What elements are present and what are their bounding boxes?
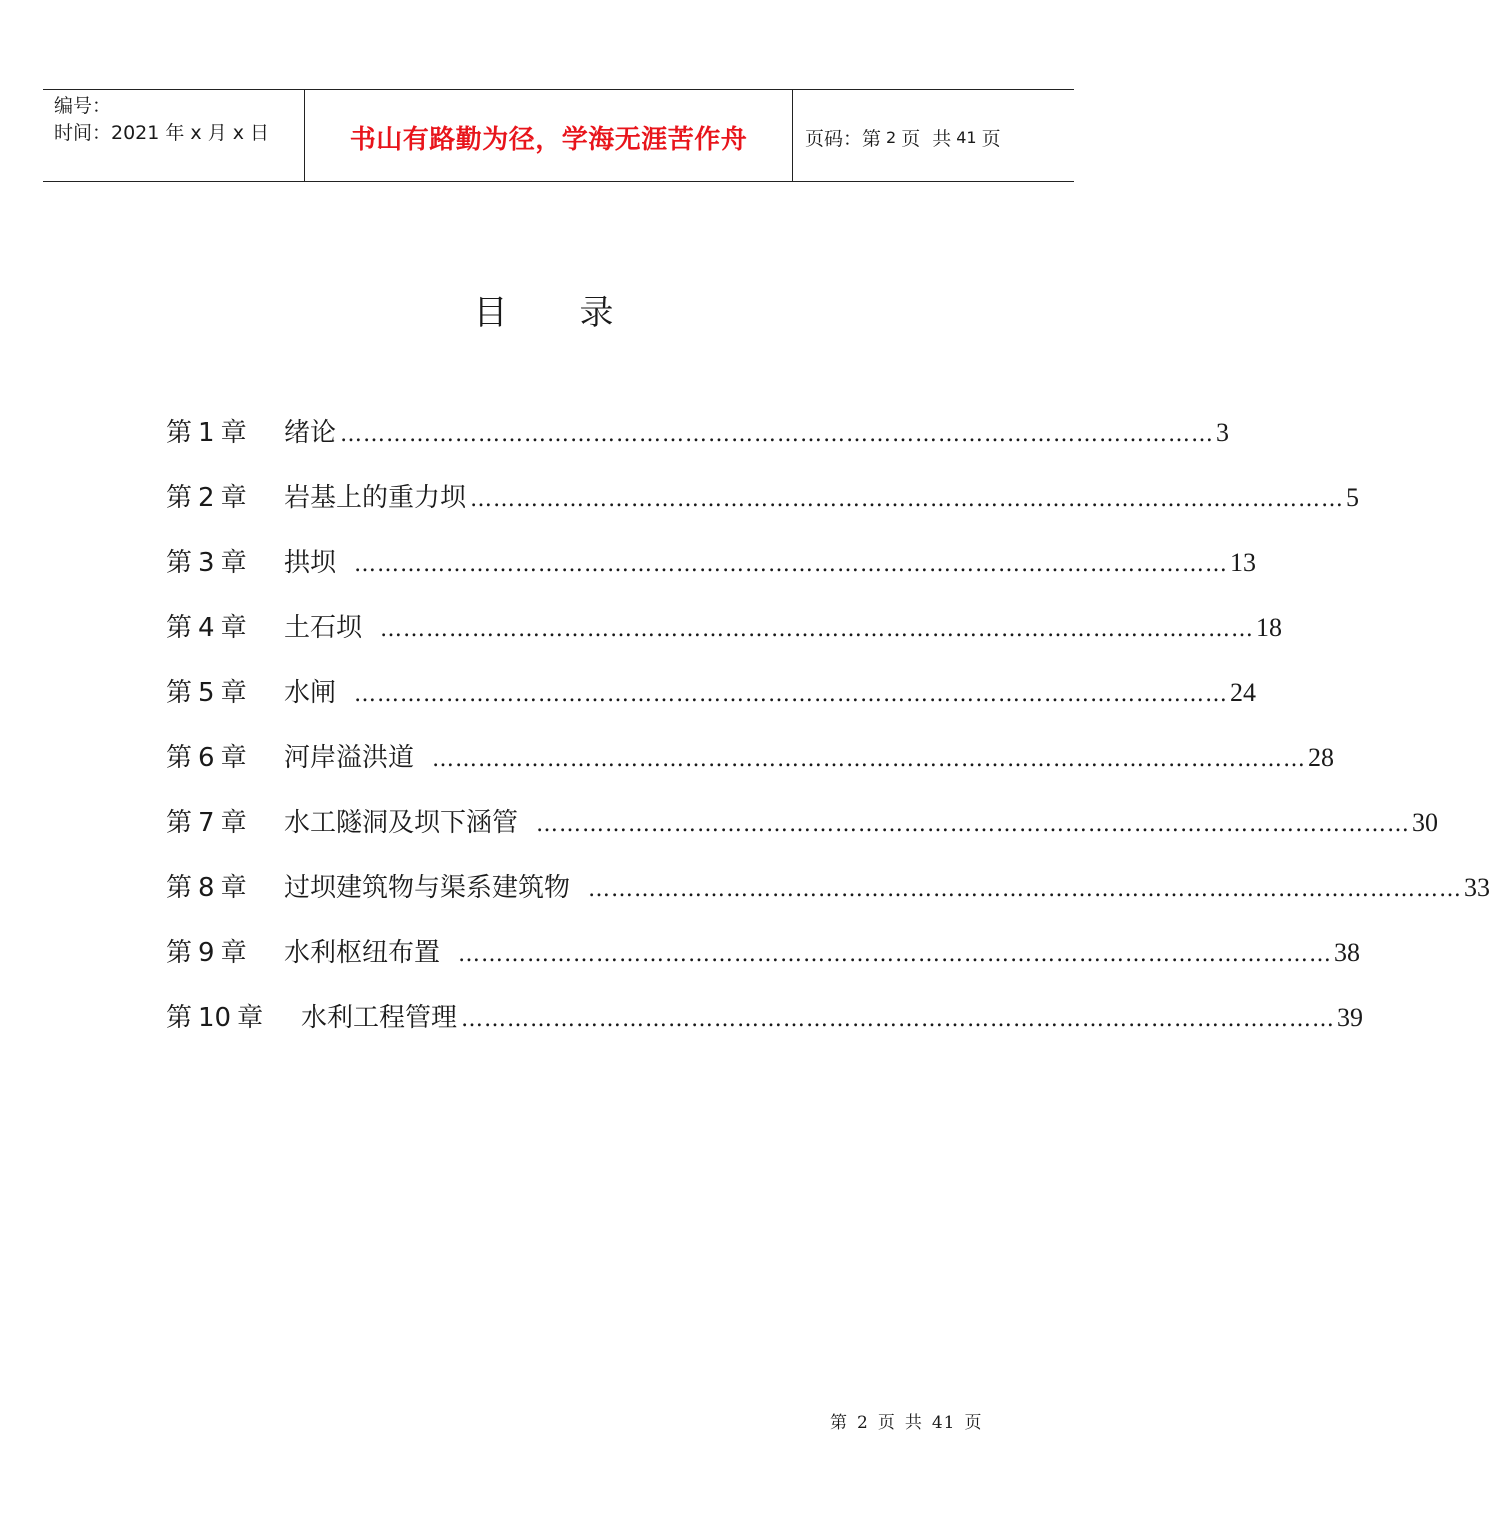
toc-chapter-label: 第 9 章 — [166, 938, 247, 968]
toc-leader: …………………………………………………………………………………………………… — [458, 942, 1333, 967]
page-title — [0, 285, 1087, 334]
toc-leader: …………………………………………………………………………………………………… — [380, 617, 1255, 642]
toc-title: 水闸 — [284, 678, 337, 708]
toc-chapter-label: 第 6 章 — [166, 743, 247, 773]
footer-word-ye-2: 页 — [964, 1413, 983, 1433]
footer-page-current: 2 — [857, 1413, 869, 1433]
toc-leader: …………………………………………………………………………………………………… — [461, 1007, 1336, 1032]
toc-entry[interactable] — [166, 867, 1490, 932]
toc-chapter-label: 第 4 章 — [166, 613, 247, 643]
toc-entry[interactable] — [166, 477, 1360, 542]
toc-title: 水利工程管理 — [301, 1003, 458, 1033]
toc-leader: …………………………………………………………………………………………………… — [340, 422, 1215, 447]
toc-entry[interactable] — [166, 412, 1230, 477]
toc-chapter-label: 第 7 章 — [166, 808, 247, 838]
doc-time-label: 时间：2021 年 x 月 x 日 — [54, 122, 270, 144]
toc-page-number: 38 — [1334, 938, 1361, 967]
header-page-total-unit: 页 — [981, 127, 1001, 150]
toc-chapter-label: 第 2 章 — [166, 483, 247, 513]
toc-page-number: 5 — [1346, 483, 1360, 512]
page-header — [43, 89, 1074, 182]
toc-leader: …………………………………………………………………………………………………… — [470, 487, 1345, 512]
toc-entry[interactable] — [166, 802, 1439, 867]
footer-word-gong: 共 — [904, 1413, 923, 1433]
toc-leader: …………………………………………………………………………………………………… — [588, 877, 1463, 902]
doc-number-label: 编号： — [54, 95, 112, 117]
toc-title: 河岸溢洪道 — [284, 743, 415, 773]
header-page-unit: 页 — [901, 127, 921, 150]
toc-page-number: 28 — [1308, 743, 1335, 772]
footer-word-ye: 页 — [877, 1413, 896, 1433]
toc-page-number: 33 — [1464, 873, 1490, 902]
header-page-prefix: 页码：第 — [805, 127, 882, 150]
title-char-2: 录 — [579, 293, 614, 333]
toc-title: 拱坝 — [284, 548, 337, 578]
page-footer — [830, 1408, 991, 1433]
toc-page-number: 24 — [1230, 678, 1257, 707]
toc-title: 过坝建筑物与渠系建筑物 — [284, 873, 571, 903]
header-motto: 书山有路勤为径，学海无涯苦作舟 — [349, 125, 748, 155]
header-page-total-prefix: 共 — [932, 127, 952, 150]
toc-chapter-label: 第 5 章 — [166, 678, 247, 708]
footer-page-total: 41 — [931, 1413, 956, 1433]
toc-title: 岩基上的重力坝 — [284, 483, 467, 513]
header-page-cell — [793, 90, 1074, 181]
toc-page-number: 39 — [1337, 1003, 1364, 1032]
toc-chapter-label: 第 10 章 — [166, 1003, 264, 1033]
toc-entry[interactable] — [166, 542, 1257, 607]
toc-entry[interactable] — [166, 932, 1361, 997]
toc-page-number: 13 — [1230, 548, 1257, 577]
toc-leader: …………………………………………………………………………………………………… — [432, 747, 1307, 772]
toc-page-number: 30 — [1412, 808, 1439, 837]
toc-chapter-label: 第 1 章 — [166, 418, 247, 448]
toc-entry[interactable] — [166, 607, 1283, 672]
header-page-total: 41 — [956, 127, 977, 147]
header-page-current: 2 — [886, 127, 897, 147]
toc-entry[interactable] — [166, 997, 1364, 1062]
toc-chapter-label: 第 3 章 — [166, 548, 247, 578]
toc-leader: …………………………………………………………………………………………………… — [354, 682, 1229, 707]
toc-title: 水工隧洞及坝下涵管 — [284, 808, 519, 838]
header-motto-cell — [305, 90, 793, 181]
toc-leader: …………………………………………………………………………………………………… — [536, 812, 1411, 837]
toc-leader: …………………………………………………………………………………………………… — [354, 552, 1229, 577]
toc-title: 水利枢纽布置 — [284, 938, 441, 968]
toc-entry[interactable] — [166, 672, 1257, 737]
toc-page-number: 3 — [1216, 418, 1230, 447]
table-of-contents — [166, 412, 1490, 1062]
toc-title: 绪论 — [284, 418, 337, 448]
toc-entry[interactable] — [166, 737, 1335, 802]
title-char-1: 目 — [473, 293, 508, 333]
toc-title: 土石坝 — [284, 613, 363, 643]
footer-word-di: 第 — [830, 1413, 848, 1433]
toc-page-number: 18 — [1256, 613, 1283, 642]
header-meta-cell — [43, 90, 305, 181]
toc-chapter-label: 第 8 章 — [166, 873, 247, 903]
